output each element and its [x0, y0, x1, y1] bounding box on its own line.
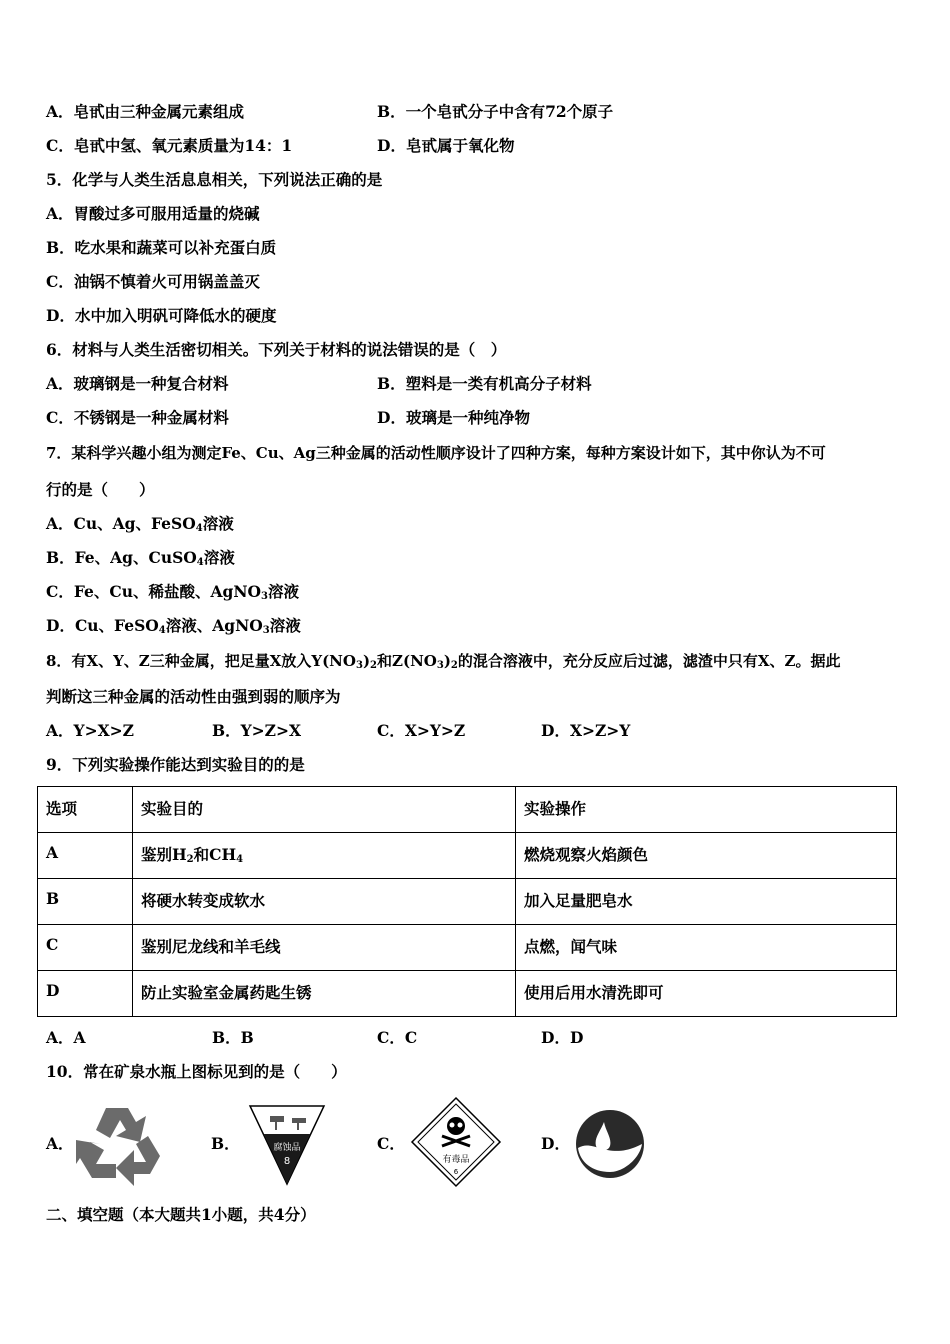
q9-option-d: D．D: [541, 1028, 584, 1047]
header-operation: 实验操作: [516, 787, 897, 833]
toxic-class: 6: [453, 1168, 459, 1176]
row-option: D: [38, 971, 133, 1017]
q7-option-c: C．Fe、Cu、稀盐酸、AgNO$_3$溶液: [46, 582, 299, 602]
q6-option-a: A．玻璃钢是一种复合材料: [46, 374, 229, 393]
q10-option-a-label: A．: [46, 1134, 74, 1153]
corrosive-class: 8: [283, 1156, 291, 1167]
table-header-row: [38, 787, 897, 833]
q8-option-c: C．X>Y>Z: [377, 721, 466, 740]
q5-option-a: A．胃酸过多可服用适量的烧碱: [46, 204, 260, 223]
q10-option-b-label: B．: [211, 1134, 240, 1153]
toxic-label: 有毒品: [442, 1155, 470, 1165]
q7-option-b: B．Fe、Ag、CuSO$_4$溶液: [46, 548, 235, 568]
corrosive-label: 腐蚀品: [273, 1143, 301, 1153]
q6-option-d: D．玻璃是一种纯净物: [377, 408, 530, 427]
q6-option-c: C．不锈钢是一种金属材料: [46, 408, 229, 427]
table-row: [38, 925, 897, 971]
q10-option-d-label: D．: [541, 1134, 570, 1153]
q8-option-a: A．Y>X>Z: [46, 721, 134, 740]
row-operation: 点燃，闻气味: [516, 925, 897, 971]
q5-option-c: C．油锅不慎着火可用锅盖盖灭: [46, 272, 260, 291]
row-goal: 鉴别尼龙线和羊毛线: [133, 925, 516, 971]
table-row: [38, 971, 897, 1017]
table-row: [38, 879, 897, 925]
q5-stem: 5．化学与人类生活息息相关，下列说法正确的是: [46, 170, 383, 189]
q8-option-b: B．Y>Z>X: [212, 721, 301, 740]
q6-stem: 6．材料与人类生活密切相关。下列关于材料的说法错误的是（ ）: [46, 340, 507, 359]
section-2-heading: 二、填空题（本大题共1小题，共4分）: [46, 1205, 316, 1224]
q9-option-a: A．A: [46, 1028, 86, 1047]
header-option: 选项: [38, 787, 133, 833]
q8-stem-line2: 判断这三种金属的活动性由强到弱的顺序为: [46, 687, 341, 706]
header-goal: 实验目的: [133, 787, 516, 833]
row-option: A: [38, 833, 133, 879]
row-goal: 将硬水转变成软水: [133, 879, 516, 925]
q10-option-c-label: C．: [377, 1134, 405, 1153]
q4-option-b: B．一个皂甙分子中含有72个原子: [377, 102, 614, 121]
q9-stem: 9．下列实验操作能达到实验目的的是: [46, 755, 305, 774]
q7-stem-line2: 行的是（ ）: [46, 480, 155, 499]
q7-stem-line1: 7．某科学兴趣小组为测定Fe、Cu、Ag三种金属的活动性顺序设计了四种方案，每种方案设计如下，其中你认为不可: [46, 444, 826, 462]
experiment-table: [37, 786, 897, 1017]
row-operation: 加入足量肥皂水: [516, 879, 897, 925]
row-operation: 使用后用水清洗即可: [516, 971, 897, 1017]
q7-option-d: D．Cu、FeSO$_4$溶液、AgNO$_3$溶液: [46, 616, 301, 636]
q10-stem: 10．常在矿泉水瓶上图标见到的是（ ）: [46, 1062, 347, 1081]
q9-option-b: B．B: [212, 1028, 254, 1047]
water-saving-icon: [574, 1108, 646, 1180]
q5-option-d: D．水中加入明矾可降低水的硬度: [46, 306, 277, 325]
row-goal: 鉴别$H_2$和$CH_4$: [133, 833, 516, 879]
q9-option-c: C．C: [377, 1028, 418, 1047]
row-operation: 燃烧观察火焰颜色: [516, 833, 897, 879]
q4-option-c: C．皂甙中氢、氧元素质量为14：1: [46, 136, 293, 155]
corrosive-hazard-icon: [242, 1104, 332, 1186]
row-goal: 防止实验室金属药匙生锈: [133, 971, 516, 1017]
recycle-icon: [76, 1102, 168, 1186]
q4-option-a: A．皂甙由三种金属元素组成: [46, 102, 245, 121]
table-row: [38, 833, 897, 879]
row-option: C: [38, 925, 133, 971]
q8-option-d: D．X>Z>Y: [541, 721, 631, 740]
toxic-hazard-icon: [410, 1096, 502, 1188]
q7-option-a: A．Cu、Ag、FeSO$_4$溶液: [46, 514, 234, 534]
q4-option-d: D．皂甙属于氧化物: [377, 136, 515, 155]
q6-option-b: B．塑料是一类有机高分子材料: [377, 374, 592, 393]
q8-stem-line1: 8．有X、Y、Z三种金属，把足量X放入$Y(NO_3)_2$和$Z(NO_3)_2$的混合溶液中，充分反应后过滤，滤渣中只有X、Z。据此: [46, 652, 841, 671]
q5-option-b: B．吃水果和蔬菜可以补充蛋白质: [46, 238, 277, 257]
row-option: B: [38, 879, 133, 925]
